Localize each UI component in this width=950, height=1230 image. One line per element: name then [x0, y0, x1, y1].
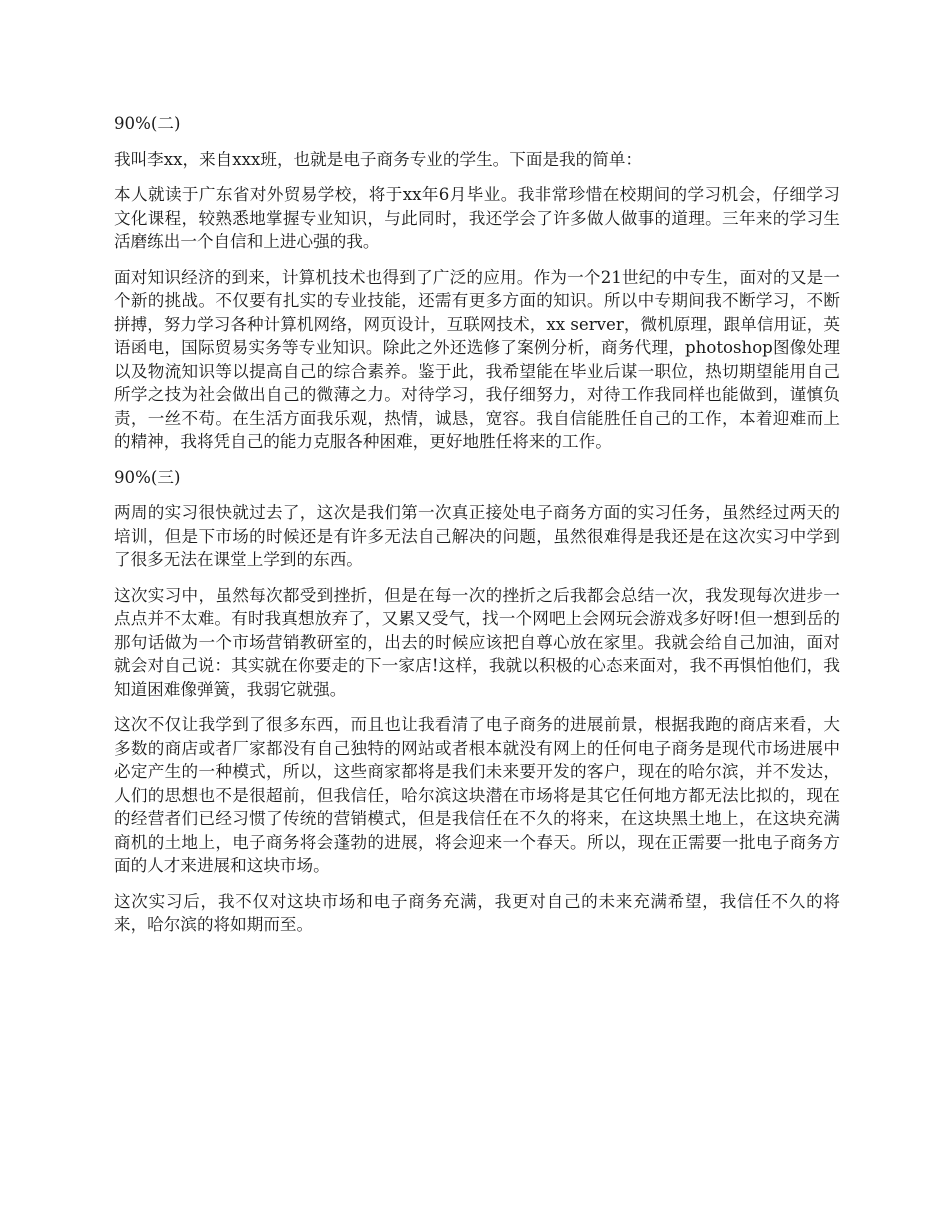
paragraph-conclusion: 这次实习后，我不仅对这块市场和电子商务充满，我更对自己的未来充满希望，我信任不久的将来，哈尔滨的将如期而至。 — [114, 891, 840, 934]
paragraph-skills: 面对知识经济的到来，计算机技术也得到了广泛的应用。作为一个21世纪的中专生，面对的又是一个新的挑战。不仅要有扎实的专业技能，还需有更多方面的知识。所以中专期间我不断学习，不断拼搏，努力学习各种计算机网络，网页设计，互联网技术，xx server，微机原理，跟单信用证，英语函电，国际贸易实务等专业知识。除此之外还选修了案例分析，商务代理，photoshop图像处理以及物流知识等以提高自己的综合素养。鉴于此，我希望能在毕业后谋一职位，热切期望能用自己所学之技为社会做出自己的微薄之力。对待学习，我仔细努力，对待工作我同样也能做到，谨慎负责，一丝不苟。在生活方面我乐观，热情，诚恳，宽容。我自信能胜任自己的工作，本着迎难而上的精神，我将凭自己的能力克服各种困难，更好地胜任将来的工作。 — [114, 267, 840, 451]
section-heading-3: 90%(三) — [114, 467, 181, 487]
paragraph-school: 本人就读于广东省对外贸易学校，将于xx年6月毕业。我非常珍惜在校期间的学习机会，仔细学习文化课程，较熟悉地掌握专业知识，与此同时，我还学会了许多做人做事的道理。三年来的学习生活磨练出一个自信和上进心强的我。 — [114, 185, 840, 251]
section-heading-2: 90%(二) — [114, 114, 181, 133]
paragraph-intro: 我叫李xx，来自xxx班，也就是电子商务专业的学生。下面是我的简单： — [114, 149, 643, 169]
paragraph-prospects: 这次不仅让我学到了很多东西，而且也让我看清了电子商务的进展前景，根据我跑的商店来看，大多数的商店或者厂家都没有自己独特的网站或者根本就没有网上的任何电子商务是现代市场进展中必定产生的一种模式，所以，这些商家都将是我们未来要开发的客户，现在的哈尔滨，并不发达，人们的思想也不是很超前，但我信任，哈尔滨这块潜在市场将是其它任何地方都无法比拟的，现在的经营者们已经习惯了传统的营销模式，但是我信任在不久的将来，在这块黑土地上，在这块充满商机的土地上，电子商务将会蓬勃的进展，将会迎来一个春天。所以，现在正需要一批电子商务方面的人才来进展和这块市场。 — [114, 715, 840, 875]
paragraph-setbacks: 这次实习中，虽然每次都受到挫折，但是在每一次的挫折之后我都会总结一次，我发现每次进步一点点并不太难。有时我真想放弃了，又累又受气，找一个网吧上会网玩会游戏多好呀!但一想到岳的那句话做为一个市场营销教研室的，出去的时候应该把自尊心放在家里。我就会给自己加油，面对就会对自己说：其实就在你要走的下一家店!这样，我就以积极的心态来面对，我不再惧怕他们，我知道困难像弹簧，我弱它就强。 — [114, 585, 840, 699]
paragraph-internship: 两周的实习很快就过去了，这次是我们第一次真正接处电子商务方面的实习任务，虽然经过两天的培训，但是下市场的时候还是有许多无法自己解决的问题，虽然很难得是我还是在这次实习中学到了很多无法在课堂上学到的东西。 — [114, 503, 840, 569]
